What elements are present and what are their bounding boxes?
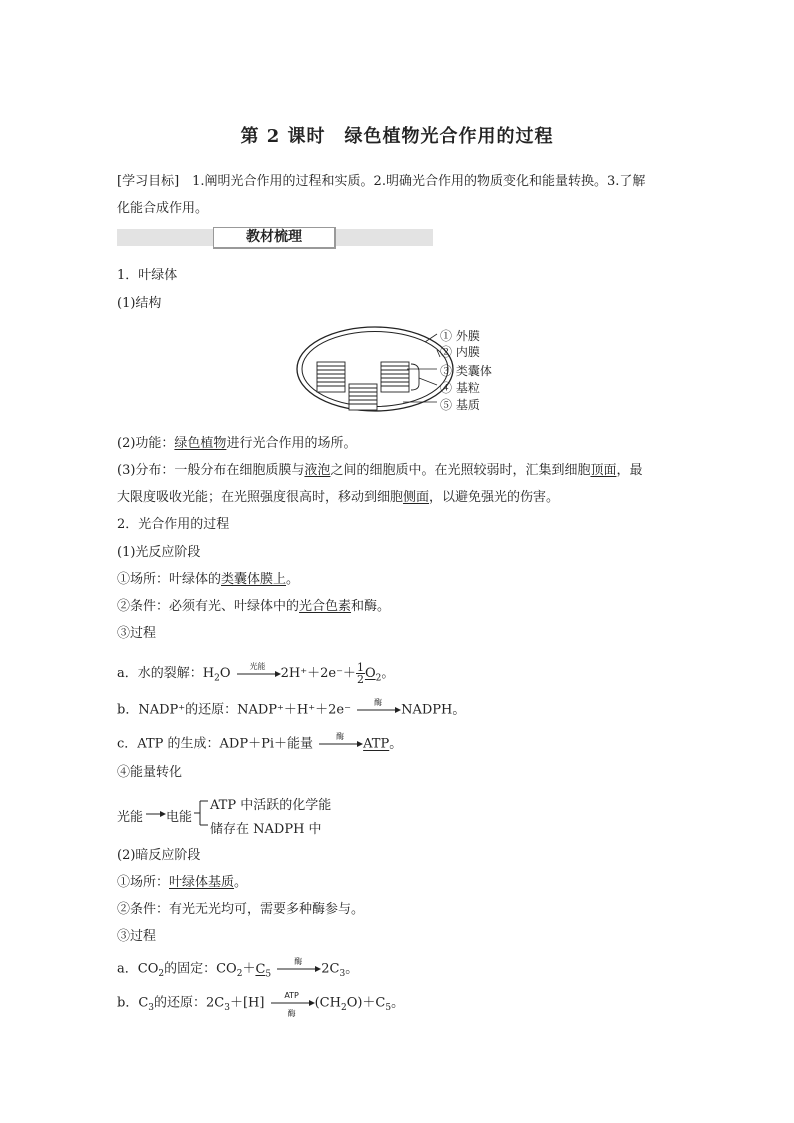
dist-text-5: ，以避免强光的伤害。 [429, 490, 560, 505]
eq-da-sub5: 5 [265, 969, 272, 980]
dist-text-3: ，最 [616, 463, 643, 478]
sec1-structure: (1)结构 [117, 296, 162, 311]
light-cond-answer: 光合色素 [299, 599, 352, 614]
eq-da-c: C [255, 961, 266, 977]
eq-da-c5 [255, 961, 272, 980]
equation-co2-fixation [117, 957, 359, 982]
section-banner-label: 教材梳理 [213, 227, 336, 249]
label-thylakoid: ③ 类囊体 [440, 364, 492, 378]
light-cond-pre: ②条件：必须有光、叶绿体中的 [117, 599, 300, 614]
eq-db-sub5: 5 [385, 1003, 392, 1014]
eq-a-frac-num: 1 [356, 661, 364, 674]
eq-da-arrow-label: 酶 [294, 957, 303, 966]
light-condition [117, 599, 390, 615]
eq-db-mid2: ＋[H] [229, 995, 265, 1011]
eq-db-sub1: 3 [148, 1003, 155, 1014]
light-process-heading: ③过程 [117, 626, 157, 641]
eq-da-product: 2C [321, 961, 340, 977]
energy-arrow [146, 809, 166, 819]
eq-da-arrow [275, 957, 321, 977]
dist-text-2: 之间的细胞质中。在光照较弱时，汇集到细胞 [330, 463, 591, 478]
eq-a-o2 [364, 666, 382, 684]
equation-water-splitting [117, 662, 394, 687]
eq-b-end: 。 [452, 702, 466, 718]
dist-text-4: 大限度吸收光能；在光照强度很高时，移动到细胞 [117, 490, 404, 505]
eq-a-arrow [235, 661, 281, 682]
function-post: 进行光合作用的场所。 [226, 436, 357, 451]
eq-c-arrow-label: 酶 [336, 732, 345, 741]
light-site [117, 572, 299, 588]
energy-output-nadph: 储存在 NADPH 中 [210, 822, 322, 837]
eq-db-sub3: 2 [340, 1003, 347, 1014]
label-granum: ④ 基粒 [440, 381, 480, 395]
page-title: 第 2 课时 绿色植物光合作用的过程 [240, 126, 554, 147]
eq-db-arrow-bottom: 酶 [287, 1009, 296, 1018]
dark-condition: ②条件：有光无光均可，需要多种酶参与。 [117, 902, 365, 917]
granum-middle [349, 384, 377, 410]
eq-c-end: 。 [389, 736, 403, 752]
eq-a-arrow-label: 光能 [249, 661, 266, 671]
eq-b-product: NADPH [401, 702, 453, 718]
eq-db-product: (CH [314, 995, 341, 1011]
eq-a-o2-sub: 2 [375, 673, 382, 684]
granum-left [317, 362, 345, 392]
dark-site [117, 875, 247, 891]
eq-b-arrow-label: 酶 [374, 698, 383, 707]
sec2-heading: 2．光合作用的过程 [117, 517, 230, 532]
eq-da-sub2: 2 [236, 969, 243, 980]
dist-answer-top: 顶面 [590, 463, 617, 478]
equation-nadp-reduction [117, 698, 466, 719]
function-answer: 绿色植物 [174, 436, 227, 451]
dark-site-post: 。 [234, 875, 248, 890]
light-site-pre: ①场所：叶绿体的 [117, 572, 222, 587]
granum-right [381, 362, 409, 392]
dark-process-heading: ③过程 [117, 929, 157, 944]
eq-a-frac-den: 2 [356, 673, 364, 686]
eq-db-mid: 的还原：2C [154, 995, 225, 1011]
energy-source: 光能 [117, 810, 144, 825]
eq-a-end: 。 [381, 666, 395, 681]
eq-c-arrow [317, 732, 363, 752]
eq-db-end: 。 [391, 995, 405, 1011]
eq-db-product2: O)＋C [346, 995, 386, 1011]
energy-output-atp: ATP 中活跃的化学能 [210, 798, 332, 813]
sec1-distribution-2 [117, 490, 559, 506]
label-inner-membrane: ② 内膜 [440, 345, 480, 359]
eq-a-sub: 2 [214, 673, 220, 684]
eq-b-arrow [355, 698, 401, 718]
eq-da-plus: ＋ [242, 961, 256, 977]
label-stroma: ⑤ 基质 [440, 398, 480, 412]
dark-site-pre: ①场所： [117, 875, 170, 890]
eq-c-label: c．ATP 的生成：ADP＋Pi＋能量 [117, 736, 313, 752]
equation-c3-reduction [117, 991, 405, 1018]
dist-answer-vacuole: 液泡 [304, 463, 331, 478]
light-site-answer: 类囊体膜上 [221, 572, 287, 587]
dark-reaction-heading: (2)暗反应阶段 [117, 848, 201, 863]
label-outer-membrane: ① 外膜 [440, 329, 480, 343]
sec1-heading: 1．叶绿体 [117, 268, 178, 283]
eq-a-o2-o: O [364, 666, 376, 681]
eq-da-sub1: 2 [158, 969, 165, 980]
eq-a-fraction [356, 662, 365, 685]
eq-da-sub3: 3 [339, 969, 346, 980]
section-banner [117, 229, 433, 246]
eq-da-label: a．CO [117, 961, 159, 977]
sec1-distribution-1 [117, 463, 642, 479]
energy-bracket [194, 798, 208, 828]
dark-site-answer: 叶绿体基质 [169, 875, 235, 890]
eq-a-products: 2H⁺＋2e⁻＋ [280, 666, 356, 681]
eq-a-o: O [219, 666, 231, 681]
eq-db-arrow [269, 991, 315, 1018]
eq-c-product: ATP [363, 736, 390, 752]
light-reaction-heading: (1)光反应阶段 [117, 545, 201, 560]
light-cond-post: 和酶。 [351, 599, 391, 614]
eq-da-end: 。 [345, 961, 359, 977]
eq-db-label: b．C [117, 995, 149, 1011]
eq-da-mid: 的固定：CO [164, 961, 237, 977]
energy-mid: 电能 [166, 810, 193, 825]
eq-b-label: b．NADP⁺的还原：NADP⁺＋H⁺＋2e⁻ [117, 702, 351, 718]
light-site-post: 。 [286, 572, 300, 587]
sec1-function [117, 436, 356, 452]
dist-answer-side: 侧面 [403, 490, 430, 505]
energy-heading: ④能量转化 [117, 765, 183, 780]
dist-text-1: (3)分布：一般分布在细胞质膜与 [117, 463, 305, 478]
function-pre: (2)功能： [117, 436, 175, 451]
eq-db-sub2: 3 [224, 1003, 230, 1014]
objectives-line-1: [学习目标] 1.阐明光合作用的过程和实质。2.明确光合作用的物质变化和能量转换。3.了解 [117, 174, 646, 189]
eq-a-label: a．水的裂解：H [117, 666, 215, 681]
brace-connector [411, 364, 419, 390]
equation-atp-synthesis [117, 732, 403, 753]
objectives-line-2: 化能合成作用。 [117, 201, 209, 216]
eq-db-arrow-top: ATP [284, 991, 299, 1000]
